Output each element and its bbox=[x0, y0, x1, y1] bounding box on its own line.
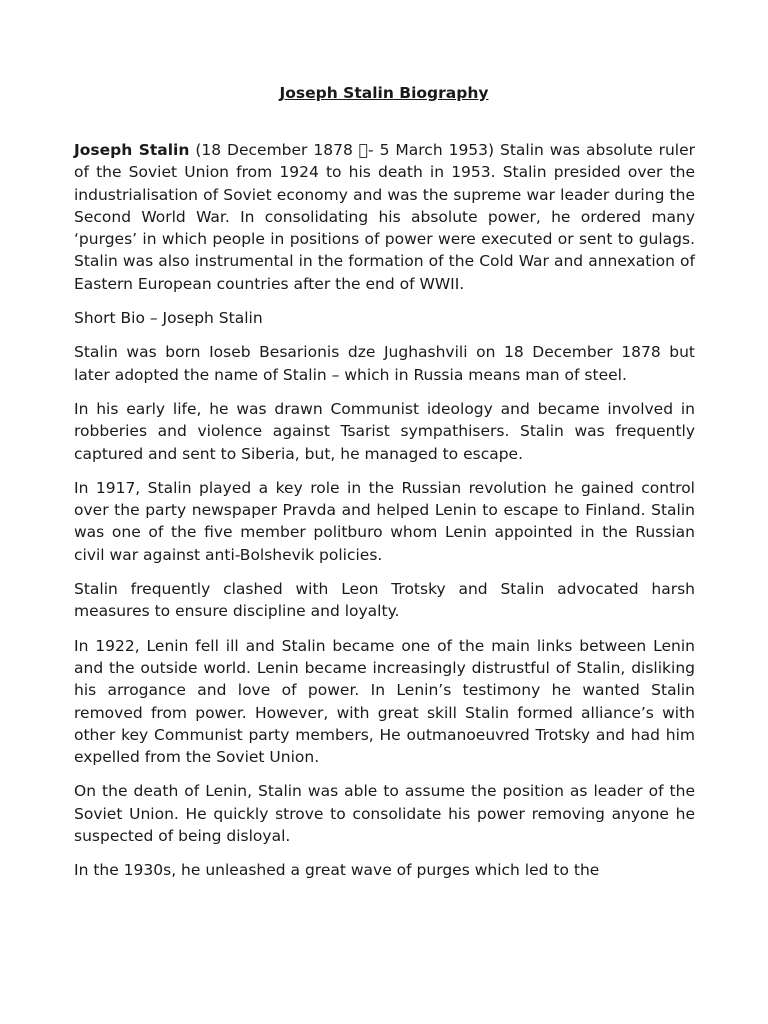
intro-paragraph bbox=[74, 139, 695, 295]
intro-name: Joseph Stalin bbox=[74, 141, 190, 159]
paragraph-1930s: In the 1930s, he unleashed a great wave of purges which led to the bbox=[74, 861, 600, 880]
paragraph-birth: Stalin was born Ioseb Besarionis dze Jughashvili on 18 December 1878 but later adopted the name of Stalin – which in Russia means man of steel. bbox=[74, 343, 695, 384]
short-bio-heading: Short Bio – Joseph Stalin bbox=[74, 309, 263, 328]
document-body bbox=[74, 139, 695, 894]
paragraph-death-of-lenin: On the death of Lenin, Stalin was able to assume the position as leader of the Soviet Union. He quickly strove to consolidate his power removing anyone he suspected of being disloyal. bbox=[74, 782, 695, 846]
document-title: Joseph Stalin Biography bbox=[279, 84, 489, 102]
paragraph-1917: In 1917, Stalin played a key role in the Russian revolution he gained control over the party newspaper Pravda and helped Lenin to escape to Finland. Stalin was one of the five member politburo whom Lenin appointed in the Russian civil war against anti-Bolshevik policies. bbox=[74, 478, 695, 564]
intro-text: (18 December 1878 - 5 March 1953) Stalin was absolute ruler of the Soviet Union from 1924 to his death in 1953. Stalin presided over the industrialisation of Soviet economy and was the supreme war leader during the Second World War. In consolidating his absolute power, he ordered many ‘purges’ in which people in positions of power were executed or sent to gulags. Stalin was also instrumental in the formation of the Cold War and annexation of Eastern European countries after the end of WWII. bbox=[74, 141, 695, 293]
paragraph-1922: In 1922, Lenin fell ill and Stalin became one of the main links between Lenin and the outside world. Lenin became increasingly distrustful of Stalin, disliking his arrogance and love of power. In Lenin’s testimony he wanted Stalin removed from power. However, with great skill Stalin formed alliance’s with other key Communist party members, He outmanoeuvred Trotsky and had him expelled from the Soviet Union. bbox=[74, 636, 695, 767]
paragraph-early-life: In his early life, he was drawn Communist ideology and became involved in robberies and violence against Tsarist sympathisers. Stalin was frequently captured and sent to Siberia, but, he managed to escape. bbox=[74, 399, 695, 463]
paragraph-trotsky: Stalin frequently clashed with Leon Trotsky and Stalin advocated harsh measures to ensure discipline and loyalty. bbox=[74, 580, 695, 621]
